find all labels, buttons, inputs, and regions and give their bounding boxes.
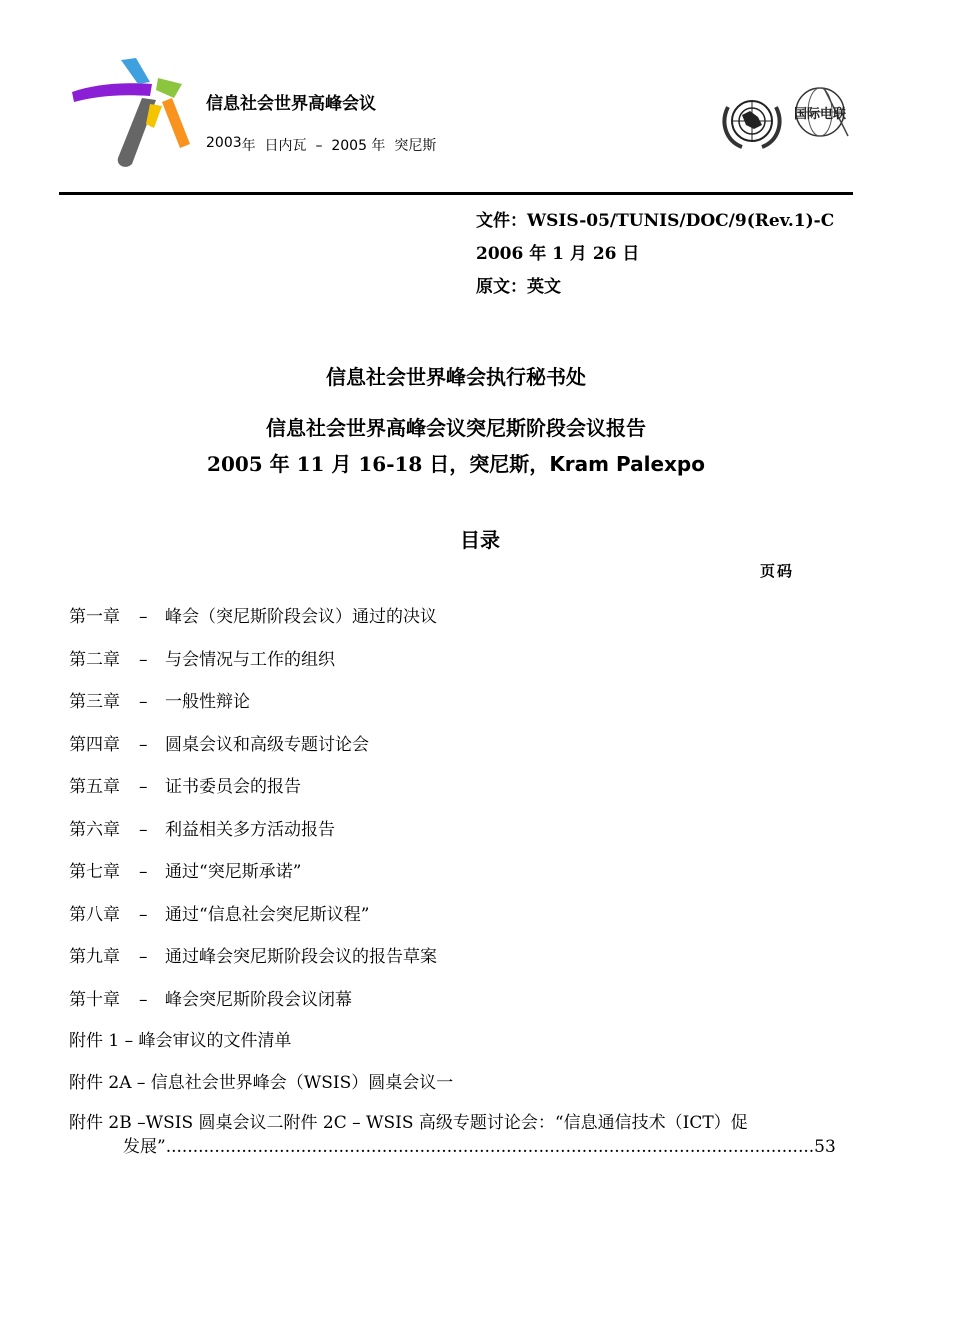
toc-annex-2b-line2: [69, 1135, 836, 1159]
summit-name: 信息社会世界高峰会议: [206, 94, 376, 114]
toc-chapter-item[interactable]: [69, 602, 437, 627]
toc-chapter-number: 第五章: [69, 777, 120, 797]
toc-chapter-title: 通过“突尼斯承诺”: [165, 862, 302, 882]
toc-chapter-item[interactable]: [69, 730, 369, 755]
toc-chapter-number: 第四章: [69, 734, 120, 755]
toc-chapter-dash: –: [139, 989, 148, 1010]
itu-emblem-text: 国际电联: [793, 107, 847, 122]
toc-chapter-title: 通过“信息社会突尼斯议程”: [165, 904, 370, 925]
toc-chapter-number: 第二章: [69, 649, 120, 670]
toc-annex-2b-line1: 附件 2B –WSIS 圆桌会议二附件 2C – WSIS 高级专题讨论会：“信息通信技术（ICT）促: [69, 1113, 748, 1133]
toc-annex-2a[interactable]: 附件 2A – 信息社会世界峰会（WSIS）圆桌会议一: [69, 1073, 454, 1093]
toc-chapter-dash: –: [139, 692, 148, 712]
toc-chapter-title: 证书委员会的报告: [165, 777, 301, 797]
toc-chapter-number: 第十章: [69, 989, 120, 1010]
toc-annex-2b[interactable]: [69, 1111, 836, 1159]
toc-page-label: 页码: [760, 562, 795, 580]
toc-chapter-number: 第一章: [69, 607, 120, 627]
toc-heading: 目录: [460, 528, 500, 552]
toc-chapter-number: 第三章: [69, 692, 120, 712]
report-title: 信息社会世界高峰会议突尼斯阶段会议报告: [266, 416, 646, 440]
document-date: 2006 年 1 月 26 日: [476, 244, 640, 264]
document-original-language: 原文：英文: [476, 277, 561, 297]
toc-chapter-title: 通过峰会突尼斯阶段会议的报告草案: [165, 947, 437, 967]
toc-annex-1[interactable]: 附件 1 – 峰会审议的文件清单: [69, 1031, 292, 1051]
toc-chapter-dash: –: [139, 904, 148, 925]
toc-chapter-dash: –: [139, 819, 148, 840]
toc-chapter-dash: –: [139, 734, 148, 755]
toc-chapter-number: 第九章: [69, 947, 120, 967]
document-number: 文件：WSIS-05/TUNIS/DOC/9(Rev.1)-C: [476, 211, 835, 231]
itu-emblem-icon: [794, 84, 850, 140]
toc-chapter-item[interactable]: [69, 985, 352, 1010]
toc-chapter-dash: –: [139, 607, 148, 627]
toc-chapter-dash: –: [139, 947, 148, 967]
summit-places: 年 日内瓦 – 2005 年 突尼斯: [241, 138, 437, 154]
toc-chapter-number: 第六章: [69, 819, 120, 840]
toc-chapter-title: 峰会（突尼斯阶段会议）通过的决议: [165, 607, 437, 627]
toc-chapter-item[interactable]: [69, 772, 301, 797]
summit-year-geneva: 2003: [206, 135, 242, 151]
toc-chapter-number: 第八章: [69, 904, 120, 925]
summit-dates: [206, 135, 436, 155]
toc-annex-2b-page: 53: [814, 1137, 836, 1157]
toc-chapter-dash: –: [139, 777, 148, 797]
toc-chapter-title: 峰会突尼斯阶段会议闭幕: [165, 989, 352, 1010]
toc-chapter-item[interactable]: [69, 815, 335, 840]
wsis-logo-icon: [66, 54, 194, 172]
toc-chapter-item[interactable]: [69, 857, 301, 882]
header-rule: [59, 192, 853, 195]
toc-chapter-title: 圆桌会议和高级专题讨论会: [165, 734, 369, 755]
toc-chapter-item[interactable]: [69, 687, 250, 712]
toc-chapter-title: 与会情况与工作的组织: [165, 649, 335, 670]
un-emblem-icon: [720, 93, 784, 151]
toc-chapter-item[interactable]: [69, 900, 369, 925]
secretariat-title: 信息社会世界峰会执行秘书处: [326, 365, 586, 389]
report-dates: [0, 448, 912, 477]
toc-leader-dots: ........................................................................................................................: [165, 1137, 815, 1157]
toc-chapter-item[interactable]: [69, 942, 437, 967]
toc-chapter-item[interactable]: [69, 645, 335, 670]
toc-chapter-title: 利益相关多方活动报告: [165, 819, 335, 840]
toc-chapter-number: 第七章: [69, 862, 120, 882]
report-dates-text: 2005 年 11 月 16-18 日，突尼斯，: [207, 452, 550, 476]
toc-chapter-title: 一般性辩论: [165, 692, 250, 712]
report-venue: Kram Palexpo: [549, 452, 705, 476]
toc-annex-2b-line2-text: 发展”: [123, 1137, 166, 1157]
toc-chapter-dash: –: [139, 649, 148, 670]
toc-chapter-dash: –: [139, 862, 148, 882]
